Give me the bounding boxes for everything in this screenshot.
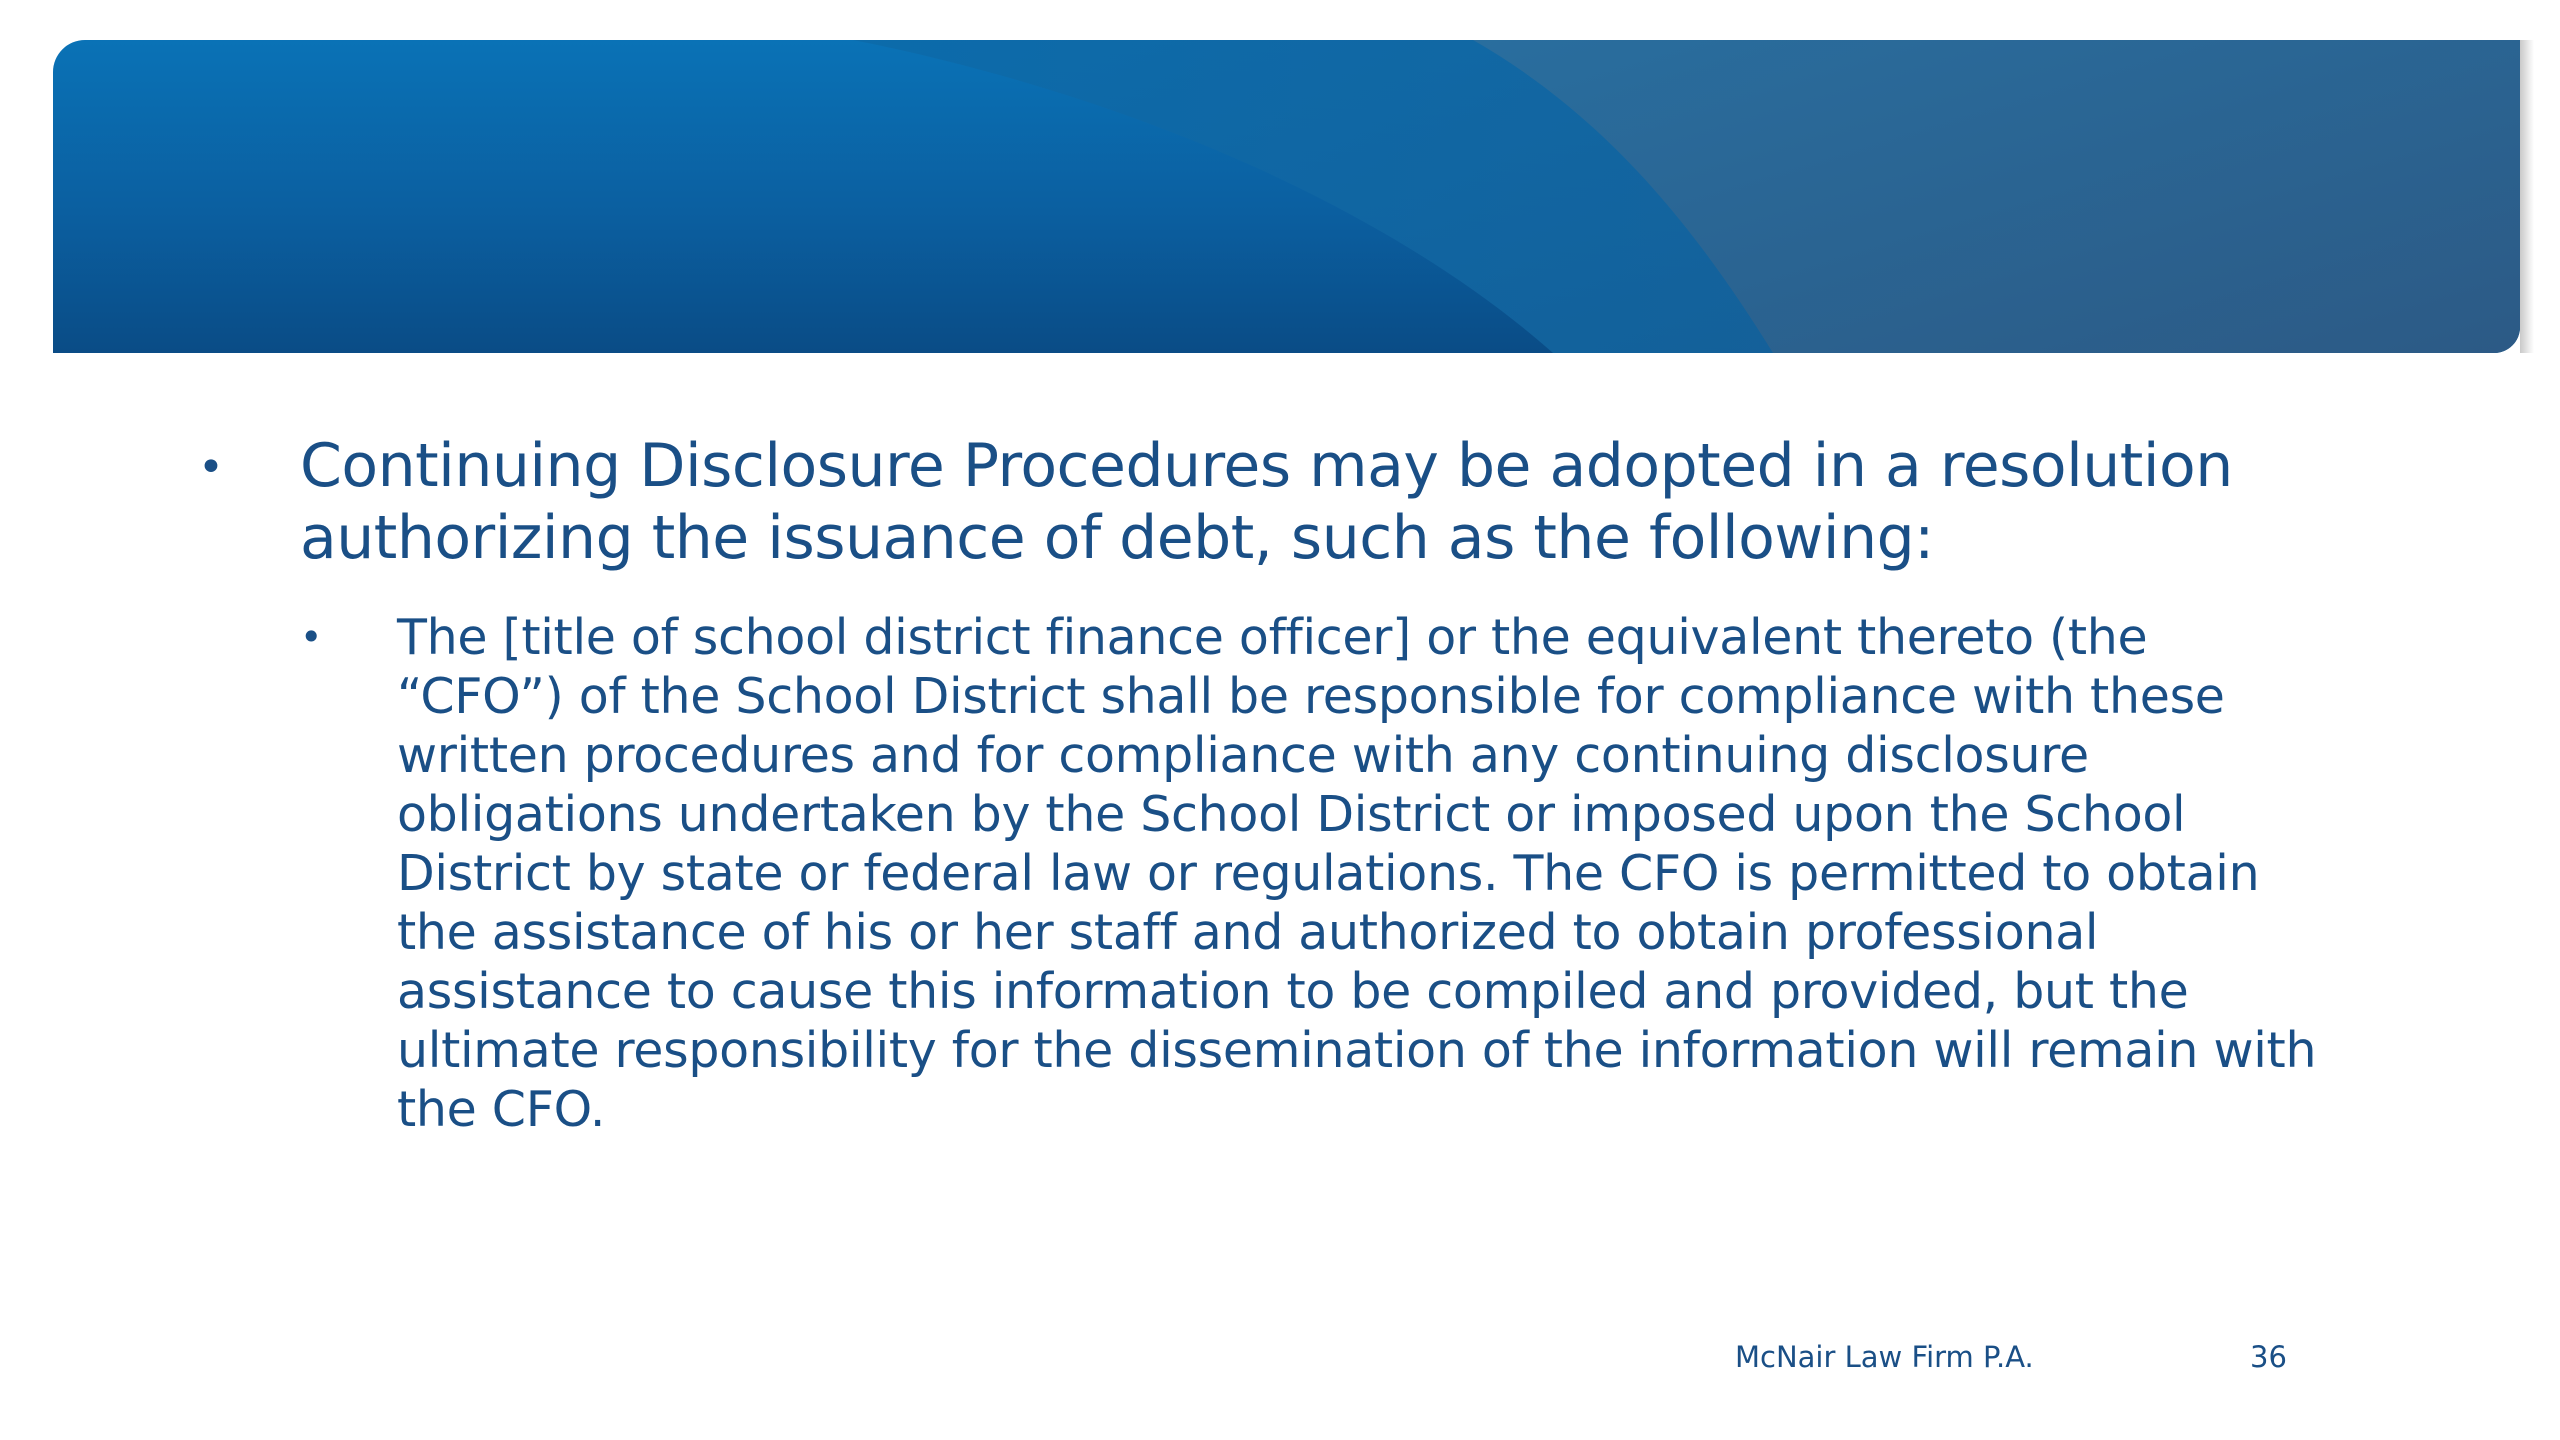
sub-bullet-text: The [title of school district finance officer] or the equivalent thereto (the “CFO”) of the School District shall be responsible for compliance with these written procedures and for compliance with any continuing disclosure obligations undertaken by the School District or imposed upon the School District by state or federal law or regulations. The CFO is permitted to obtain the assistance of his or her staff and authorized to obtain professional assistance to cause this information to be compiled and provided, but the ultimate responsibility for the dissemination of the information will remain with the CFO. xyxy=(397,609,2317,1138)
footer-firm-name: McNair Law Firm P.A. xyxy=(1735,1340,2034,1374)
main-bullet-text: Continuing Disclosure Procedures may be adopted in a resolution authorizing the issuance of debt, such as the following: xyxy=(300,431,2233,573)
slide-page-number: 36 xyxy=(2250,1340,2287,1374)
bullet-marker: • xyxy=(198,442,224,493)
sub-bullet-marker: • xyxy=(300,615,323,659)
